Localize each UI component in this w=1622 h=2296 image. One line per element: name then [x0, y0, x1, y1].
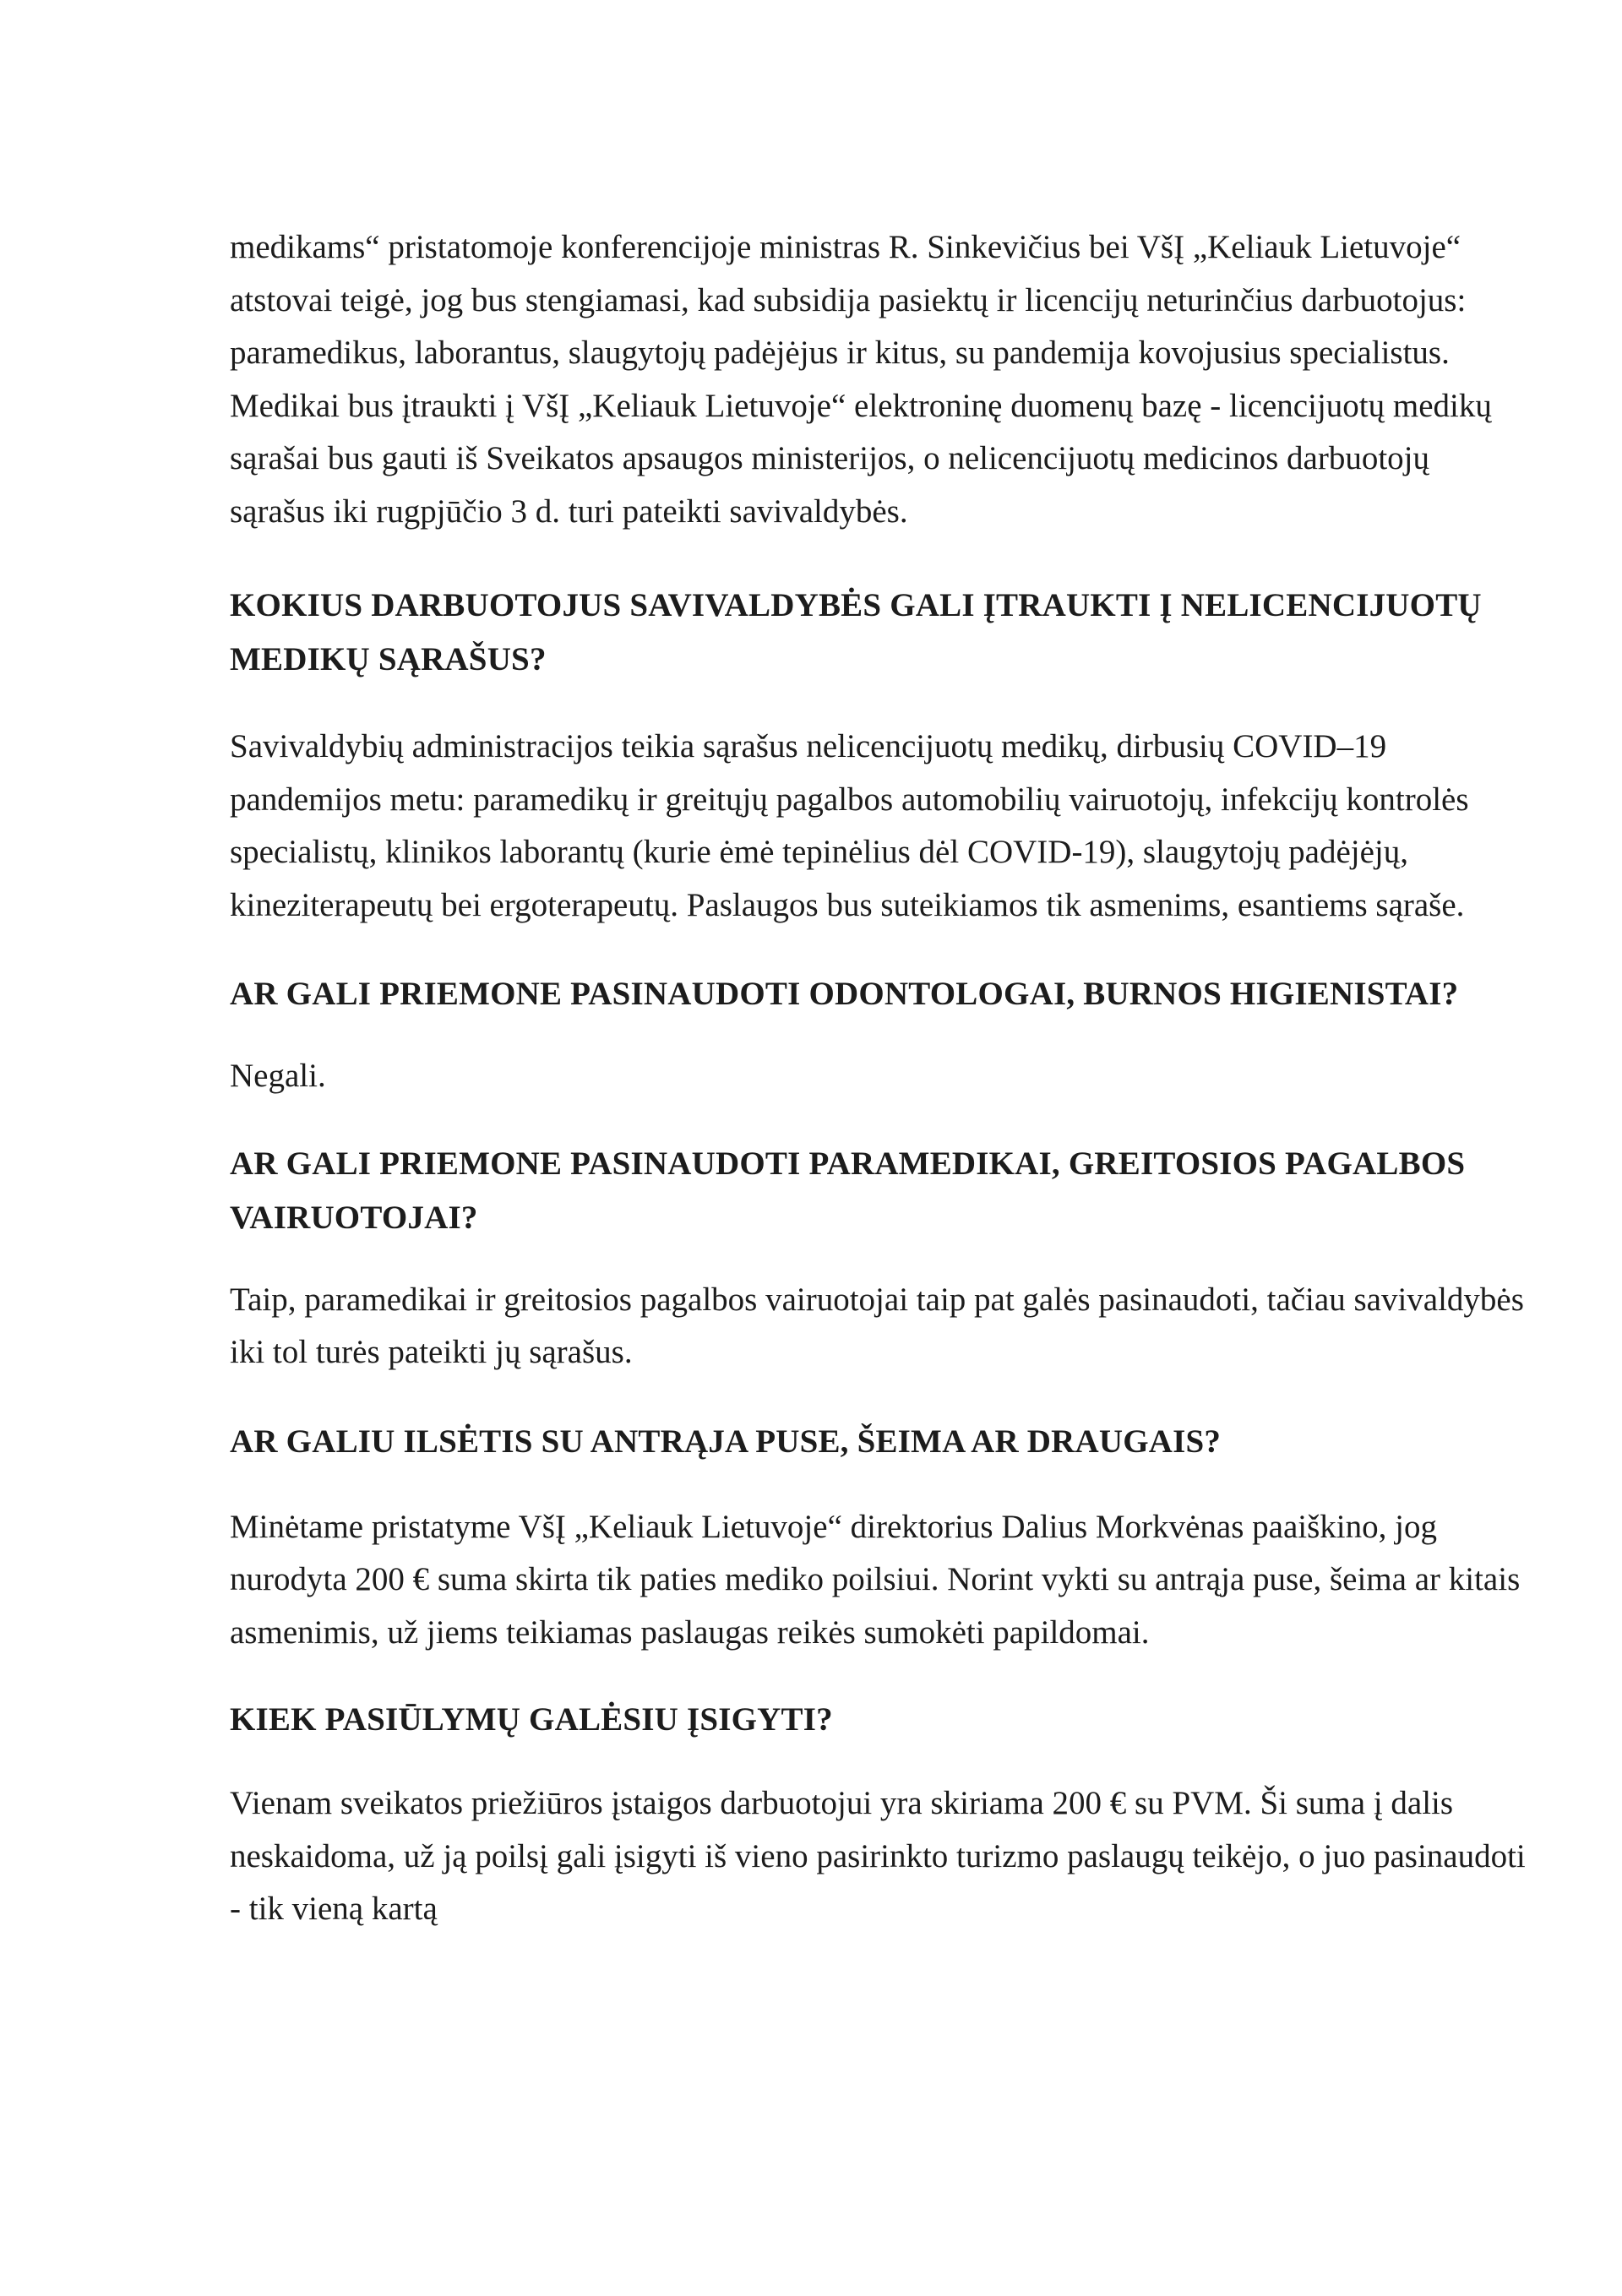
paragraph-intro: medikams“ pristatomoje konferencijoje ministras R. Sinkevičius bei VšĮ „Keliauk Lietuvoje“ atstovai teigė, jog bus stengiamasi, kad subsidija pasiektų ir licencijų neturinčius darbuotojus: paramedikus, laborantus, slaugytojų padėjėjus ir kitus, su pandemija kovojusius specialistus. Medikai bus įtraukti į VšĮ „Keliauk Lietuvoje“ elektroninę duomenų bazę - licencijuotų medikų sąrašai bus gauti iš Sveikatos apsaugos ministerijos, o nelicencijuotų medicinos darbuotojų sąrašus iki rugpjūčio 3 d. turi pateikti savivaldybės.: [230, 229, 1492, 530]
heading-offers: KIEK PASIŪLYMŲ GALĖSIU ĮSIGYTI?: [230, 1701, 833, 1738]
paragraph-offers-answer: Vienam sveikatos priežiūros įstaigos darbuotojui yra skiriama 200 € su PVM. Ši suma į dalis neskaidoma, už ją poilsį gali įsigyti iš vieno pasirinkto turizmo paslaugų teikėjo, o juo pasinaudoti - tik vieną kartą: [230, 1785, 1526, 1927]
heading-municipality-workers: KOKIUS DARBUOTOJUS SAVIVALDYBĖS GALI ĮTRAUKTI Į NELICENCIJUOTŲ MEDIKŲ SĄRAŠUS?: [230, 587, 1482, 677]
paragraph-paramedics-answer: Taip, paramedikai ir greitosios pagalbos vairuotojai taip pat galės pasinaudoti, tačiau savivaldybės iki tol turės pateikti jų sąrašus.: [230, 1281, 1524, 1370]
document-body: [230, 221, 1531, 1936]
heading-family: AR GALIU ILSĖTIS SU ANTRĄJA PUSE, ŠEIMA AR DRAUGAIS?: [230, 1423, 1222, 1460]
heading-paramedics: AR GALI PRIEMONE PASINAUDOTI PARAMEDIKAI, GREITOSIOS PAGALBOS VAIRUOTOJAI?: [230, 1145, 1466, 1236]
heading-dentists: AR GALI PRIEMONE PASINAUDOTI ODONTOLOGAI, BURNOS HIGIENISTAI?: [230, 976, 1459, 1012]
paragraph-family-answer: Minėtame pristatyme VšĮ „Keliauk Lietuvoje“ direktorius Dalius Morkvėnas paaiškino, jog nurodyta 200 € suma skirta tik paties mediko poilsiui. Norint vykti su antrąja puse, šeima ar kitais asmenimis, už jiems teikiamas paslaugas reikės sumokėti papildomai.: [230, 1508, 1521, 1651]
paragraph-municipality-lists: Savivaldybių administracijos teikia sąrašus nelicencijuotų medikų, dirbusių COVID–19 pandemijos metu: paramedikų ir greitųjų pagalbos automobilių vairuotojų, infekcijų kontrolės specialistų, klinikos laborantų (kurie ėmė tepinėlius dėl COVID-19), slaugytojų padėjėjų, kineziterapeutų bei ergoterapeutų. Paslaugos bus suteikiamos tik asmenims, esantiems sąraše.: [230, 728, 1469, 923]
paragraph-dentists-answer: Negali.: [230, 1058, 326, 1094]
